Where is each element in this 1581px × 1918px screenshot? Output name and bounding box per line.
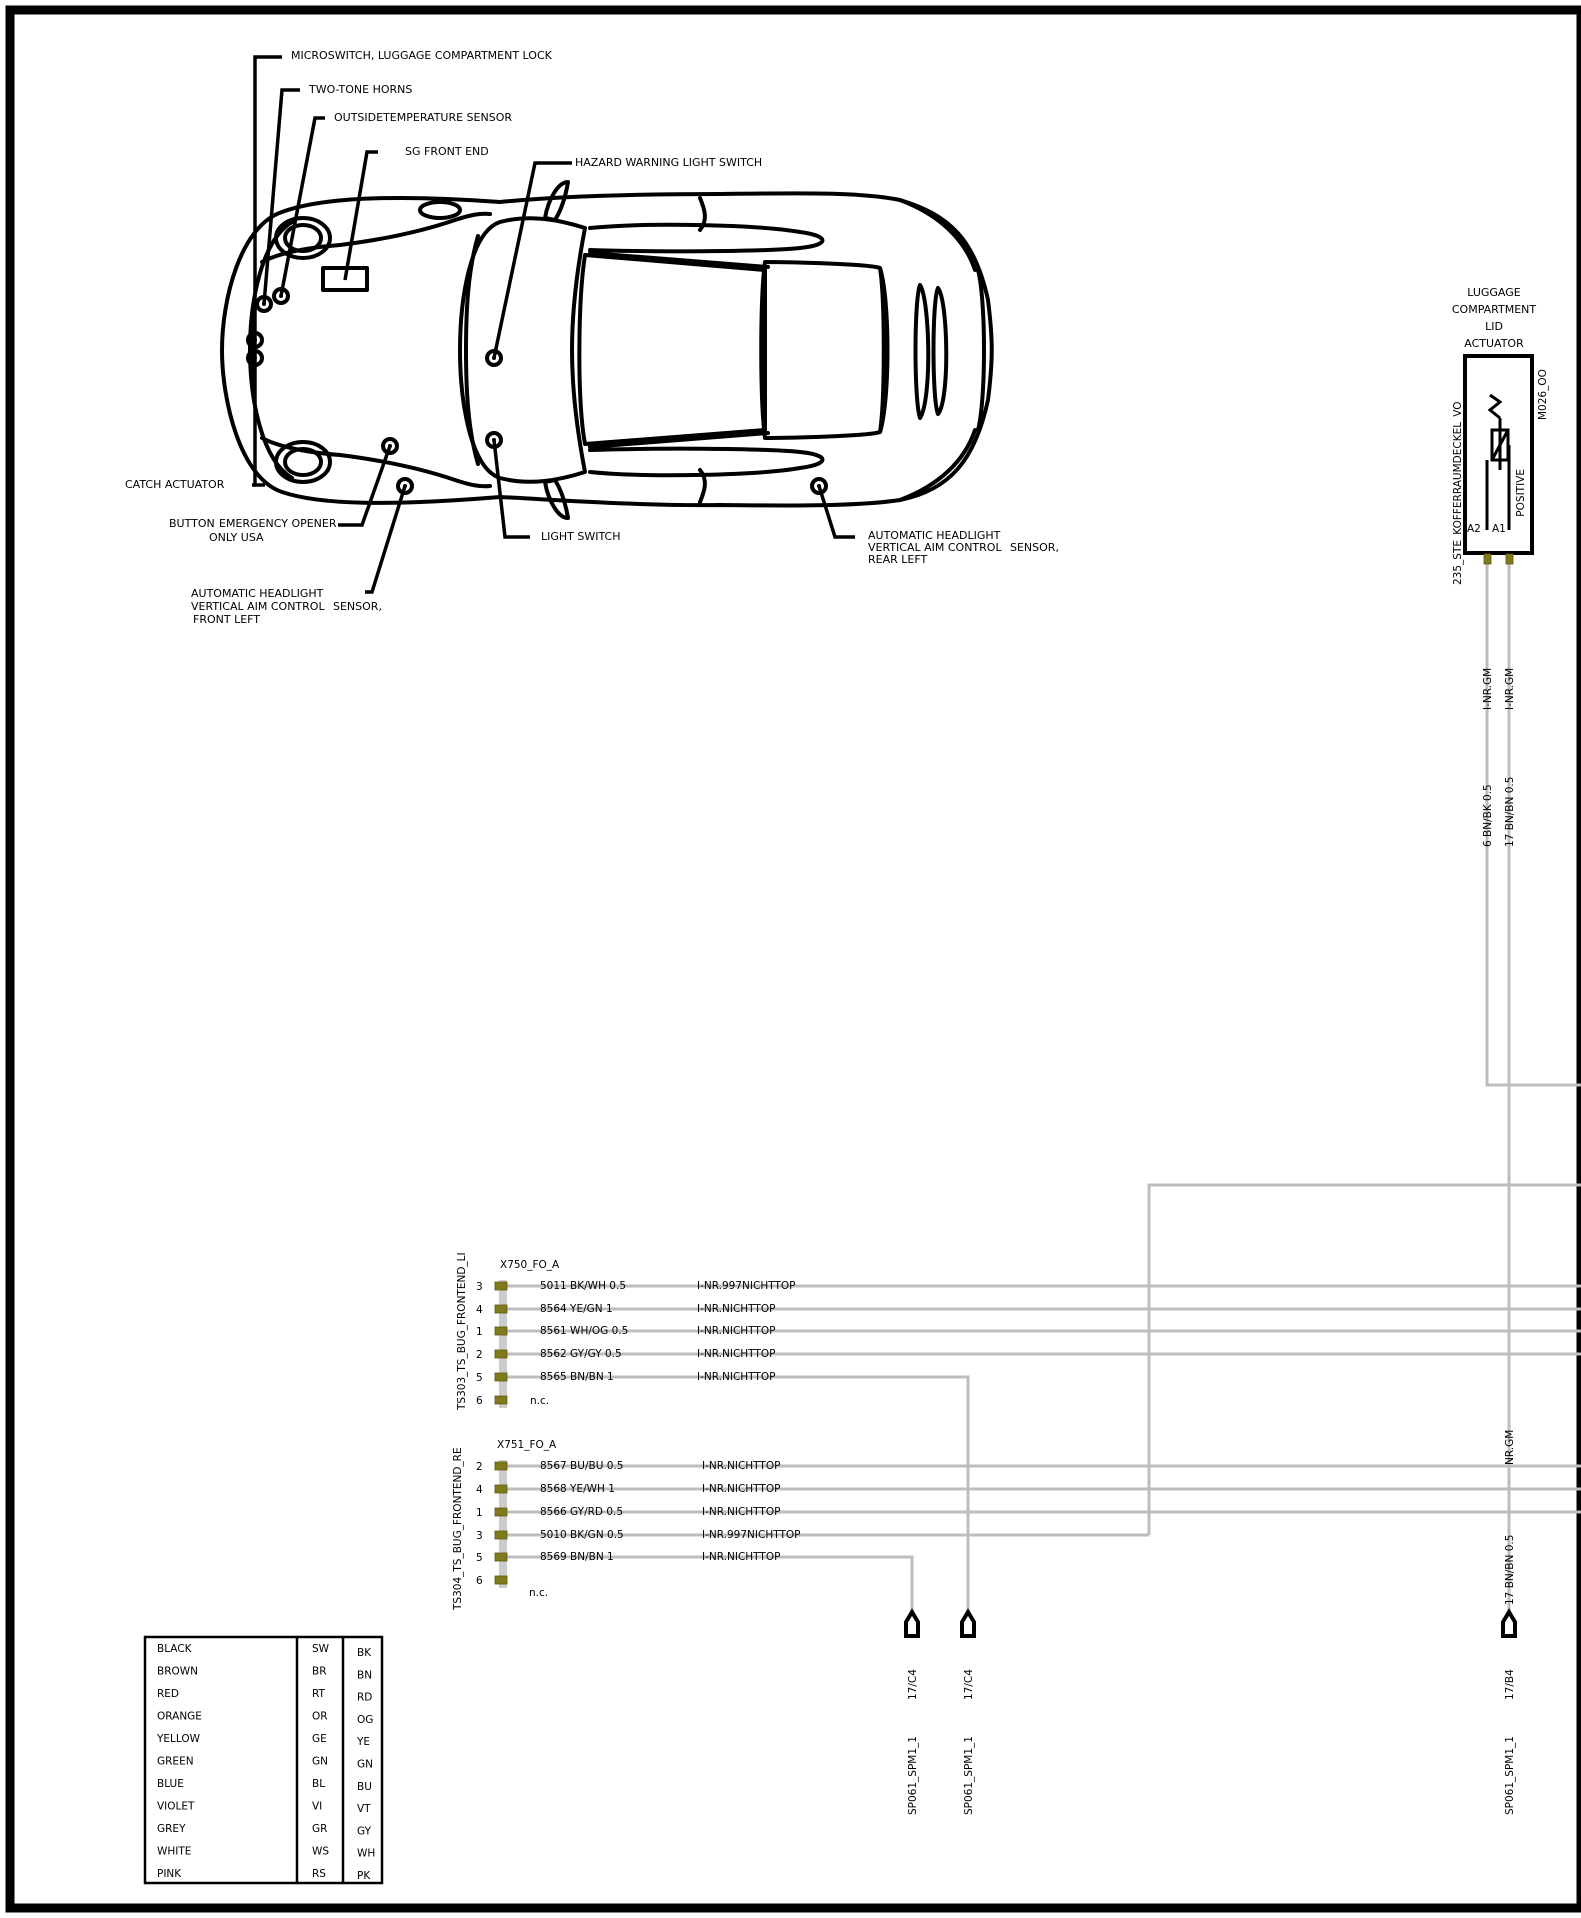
wire-tag: I-NR.NICHTTOP	[697, 1371, 776, 1383]
actuator-title-4: ACTUATOR	[1464, 337, 1524, 350]
pin-number: 5	[476, 1372, 483, 1384]
pin-number: 1	[476, 1326, 483, 1338]
actuator-code: M026_OO	[1537, 369, 1549, 420]
wire-a1-tag: I-NR.GM	[1504, 667, 1516, 710]
wire-tag: I-NR.997NICHTTOP	[697, 1280, 796, 1292]
legend-code-de: GR	[312, 1823, 328, 1835]
legend-code-en: VT	[357, 1803, 371, 1816]
wire-tag: I-NR.NICHTTOP	[702, 1551, 781, 1563]
wire-label: 8565 BN/BN 1	[540, 1371, 614, 1383]
ground-name-2: SP061_SPM1_1	[963, 1736, 975, 1815]
legend-code-de: OR	[312, 1710, 328, 1723]
legend-color-name: GREY	[157, 1823, 186, 1835]
wire-label: 8568 YE/WH 1	[540, 1483, 615, 1495]
luggage-actuator	[1452, 286, 1549, 1605]
legend-code-en: BK	[357, 1647, 372, 1659]
callout-hl-front-1: AUTOMATIC HEADLIGHT	[191, 587, 324, 600]
legend-color-name: WHITE	[157, 1845, 192, 1858]
actuator-polarity: POSITIVE	[1515, 469, 1527, 517]
wire-label: 8566 GY/RD 0.5	[540, 1506, 624, 1518]
legend-code-en: GY	[357, 1825, 372, 1838]
callout-hl-rear-2: VERTICAL AIM CONTROL	[868, 541, 1002, 554]
ground-ref-2: 17/C4	[963, 1669, 975, 1700]
legend-code-de: GE	[312, 1733, 327, 1745]
connector-name: X751_FO_A	[497, 1439, 557, 1451]
wire-a1-spec: 17 BN/BN 0.5	[1504, 776, 1516, 847]
callout-horns: TWO-TONE HORNS	[309, 83, 413, 96]
actuator-title-3: LID	[1485, 320, 1503, 333]
legend-code-en: BU	[357, 1780, 372, 1793]
legend-code-de: BR	[312, 1665, 327, 1678]
wire-branch-5010	[1149, 1185, 1581, 1535]
ground-symbol-1	[906, 1612, 918, 1636]
wire-tag: I-NR.NICHTTOP	[697, 1325, 776, 1337]
legend-code-de: BL	[312, 1778, 326, 1790]
sensor-dots	[248, 289, 826, 493]
wire-a2	[1487, 560, 1581, 1085]
callout-emergency-1: BUTTON	[169, 517, 215, 530]
callout-sg-front-end: SG FRONT END	[405, 145, 489, 158]
legend-code-de: VI	[312, 1800, 323, 1813]
legend-code-de: RT	[312, 1688, 325, 1700]
callout-emergency-3: ONLY USA	[209, 531, 264, 544]
wire-label: 8562 GY/GY 0.5	[540, 1348, 622, 1360]
trunk-tag: NR.GM	[1504, 1429, 1516, 1465]
pin-number: 2	[476, 1461, 483, 1473]
callout-hl-front-4: FRONT LEFT	[193, 613, 261, 626]
actuator-title-2: COMPARTMENT	[1451, 303, 1537, 316]
wire-8565	[507, 1377, 968, 1618]
pin-number: 4	[476, 1304, 483, 1316]
ground-name-1: SP061_SPM1_1	[907, 1736, 919, 1815]
pin-number: 2	[476, 1349, 483, 1361]
wire-label: 8564 YE/GN 1	[540, 1303, 613, 1315]
ground-name-3: SP061_SPM1_1	[1504, 1736, 1516, 1815]
wire-label: 5011 BK/WH 0.5	[540, 1280, 626, 1292]
pin-number: 6	[476, 1575, 483, 1587]
ground-ref-1: 17/C4	[907, 1669, 919, 1700]
legend-code-de: WS	[312, 1845, 330, 1858]
legend-code-de: SW	[312, 1643, 330, 1655]
actuator-title-1: LUGGAGE	[1467, 286, 1521, 299]
wire-tag: I-NR.NICHTTOP	[697, 1303, 776, 1315]
ground-symbol-2	[962, 1612, 974, 1636]
callout-catch-actuator: CATCH ACTUATOR	[125, 478, 225, 491]
legend-color-name: BLUE	[157, 1778, 184, 1790]
callout-light-switch: LIGHT SWITCH	[541, 530, 621, 543]
wire-label: 8567 BU/BU 0.5	[540, 1460, 624, 1472]
connector-name: X750_FO_A	[500, 1259, 560, 1271]
callout-hl-rear-4: REAR LEFT	[868, 553, 928, 566]
legend-code-en: PK	[357, 1870, 371, 1882]
callout-outside-temp: OUTSIDETEMPERATURE SENSOR	[334, 111, 512, 124]
legend-color-name: RED	[157, 1688, 180, 1700]
car-top-view	[222, 182, 992, 518]
callout-hl-rear-1: AUTOMATIC HEADLIGHT	[868, 529, 1001, 542]
legend-code-en: OG	[357, 1713, 374, 1726]
legend-color-name: BLACK	[157, 1643, 192, 1655]
wire-label: n.c.	[530, 1395, 550, 1407]
wire-label: n.c.	[529, 1587, 549, 1599]
legend-code-de: RS	[312, 1868, 326, 1880]
ground-ref-3: 17/B4	[1504, 1669, 1516, 1700]
ground-points	[906, 1612, 1516, 1815]
pin-number: 1	[476, 1507, 483, 1519]
wire-tag: I-NR.NICHTTOP	[702, 1460, 781, 1472]
legend-code-de: GN	[312, 1755, 328, 1768]
actuator-function: 235_STE_KOFFERRAUMDECKEL_VO	[1452, 401, 1464, 585]
color-legend	[145, 1637, 382, 1883]
wire-tag: I-NR.NICHTTOP	[697, 1348, 776, 1360]
legend-code-en: GN	[357, 1758, 373, 1771]
pin-number: 3	[476, 1281, 483, 1293]
connector-component: TS304_TS_BUG_FRONTEND_RE	[452, 1447, 464, 1610]
legend-color-name: GREEN	[157, 1755, 194, 1768]
wire-label: 5010 BK/GN 0.5	[540, 1529, 624, 1541]
wire-a2-spec: 6 BN/BK 0.5	[1482, 784, 1494, 847]
legend-color-name: BROWN	[157, 1665, 199, 1678]
pin-number: 4	[476, 1484, 483, 1496]
legend-color-name: VIOLET	[157, 1800, 195, 1813]
wires	[507, 560, 1581, 1620]
callout-hazard: HAZARD WARNING LIGHT SWITCH	[575, 156, 763, 169]
wire-tag: I-NR.997NICHTTOP	[702, 1529, 801, 1541]
ground-symbol-3	[1503, 1612, 1515, 1636]
actuator-pin-a2: A2	[1467, 523, 1481, 535]
connector-x750	[456, 1252, 795, 1411]
legend-color-name: PINK	[157, 1868, 182, 1880]
legend-code-en: BN	[357, 1669, 373, 1682]
pin-number: 6	[476, 1395, 483, 1407]
callout-emergency-2: EMERGENCY OPENER	[219, 517, 337, 530]
trunk-spec: 17 BN/BN 0.5	[1504, 1534, 1516, 1605]
legend-code-en: YE	[357, 1736, 371, 1749]
wire-label: 8569 BN/BN 1	[540, 1551, 614, 1563]
callout-hl-front-3: SENSOR,	[333, 600, 382, 613]
pin-number: 3	[476, 1530, 483, 1542]
legend-color-name: YELLOW	[157, 1733, 201, 1745]
wire-8569	[507, 1557, 912, 1618]
wire-tag: I-NR.NICHTTOP	[702, 1483, 781, 1495]
wire-a2-tag: I-NR.GM	[1482, 667, 1494, 710]
pin-number: 5	[476, 1552, 483, 1564]
car-callout-labels	[125, 49, 1059, 626]
legend-code-en: WH	[357, 1847, 376, 1860]
wire-label: 8561 WH/OG 0.5	[540, 1325, 629, 1337]
legend-color-name: ORANGE	[157, 1710, 202, 1723]
actuator-pin-a1: A1	[1492, 523, 1506, 535]
callout-microswitch: MICROSWITCH, LUGGAGE COMPARTMENT LOCK	[291, 49, 552, 62]
connector-component: TS303_TS_BUG_FRONTEND_LI	[456, 1252, 468, 1410]
diagram-frame	[10, 10, 1581, 1908]
callout-hl-rear-3: SENSOR,	[1010, 541, 1059, 554]
wire-tag: I-NR.NICHTTOP	[702, 1506, 781, 1518]
callout-hl-front-2: VERTICAL AIM CONTROL	[191, 600, 325, 613]
legend-code-en: RD	[357, 1691, 373, 1704]
